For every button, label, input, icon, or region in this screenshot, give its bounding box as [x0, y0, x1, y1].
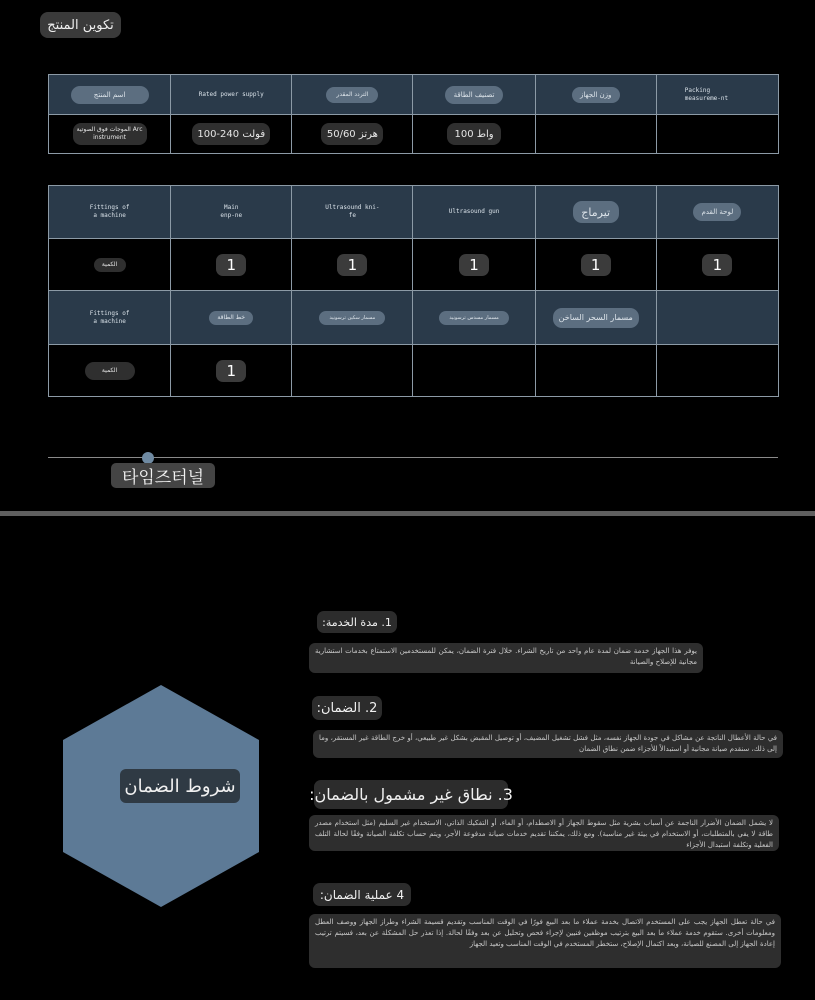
value-cell: 100-240 فولت [192, 123, 270, 145]
section-title-1: 1. مدة الخدمة: [317, 611, 397, 633]
section-title-2: 2. الضمان: [312, 696, 382, 720]
header-cell: Ultrasound kni-fe [325, 204, 380, 219]
section-text-3: لا يشمل الضمان الأضرار الناجمة عن أسباب بشرية مثل سقوط الجهاز أو الاصطدام، أو الماء، أو التفكيك الذاتي، الاستخدام غير السليم (مثل استخدام مصدر طاقة لا يفي بالمتطلبات، أو الاستخدام في بيئة غير مناسبة). ومع ذلك، يمكننا تقديم خدمات صيانة مدفوعة الأجر، ويتم حساب تكلفة الصيانة وفقًا لحالة التلف الفعلية وتكلفة استبدال الأجزاء [309, 815, 779, 851]
header-cell: مسمار السحر الساخن [553, 308, 639, 328]
value-cell: الكمية [85, 362, 135, 380]
horizontal-rule [48, 457, 778, 458]
value-cell: 1 [581, 254, 611, 276]
value-cell: الكمية [94, 258, 126, 272]
value-cell: 1 [702, 254, 732, 276]
section-divider [0, 511, 815, 516]
value-cell: الموجات فوق الصوتية Arc instrument [73, 123, 147, 145]
value-cell: 1 [216, 254, 246, 276]
header-cell: Ultrasound gun [448, 208, 500, 215]
header-cell: لوحة القدم [693, 203, 741, 221]
section-title-4: 4 عملية الضمان: [313, 883, 411, 906]
brand-label: 타임즈터널 [111, 463, 215, 488]
header-cell: خط الطاقة [209, 311, 253, 325]
section-text-1: يوفر هذا الجهاز خدمة ضمان لمدة عام واحد من تاريخ الشراء. خلال فترة الضمان، يمكن للمستخدمين الاستمتاع بخدمات استشارية مجانية للإصلاح والصيانة [309, 643, 703, 673]
section-text-4: في حالة تعطل الجهاز يجب على المستخدم الاتصال بخدمة عملاء ما بعد البيع فورًا في الوقت المناسب وتقديم قسيمة الشراء وطراز الجهاز ووصف العطل ومعلومات أخرى. ستقوم خدمة عملاء ما بعد البيع بترتيب موظفين فنيين لإجراء فحص وتحليل عن بعد وفقًا لحالة. إذا تعذر حل المشكلة عن بعد، فسيتم ترتيب إعادة الجهاز إلى المصنع للصيانة، وبعد اكتمال الإصلاح، ستخطر المستخدم في الوقت المناسب وتعيد الجهاز [309, 914, 781, 968]
header-cell: Main enp-ne [220, 204, 243, 219]
header-cell: تصنيف الطاقة [445, 86, 503, 104]
spec-table-1 [48, 74, 779, 154]
warranty-badge-label: شروط الضمان [120, 769, 240, 803]
spec-table-2 [48, 185, 779, 397]
value-cell: 50/60 هرتز [321, 123, 383, 145]
header-cell: التردد المقدر [326, 87, 378, 103]
section-title-3: 3. نطاق غير مشمول بالضمان: [314, 780, 508, 809]
header-cell: اسم المنتج [71, 86, 149, 104]
section-text-2: في حالة الأعطال الناتجة عن مشاكل في جودة الجهاز نفسه، مثل فشل تشغيل المضيف، أو توصيل المقبض بشكل غير طبيعي، أو خرج الطاقة غير المستقر، وما إلى ذلك، سنقدم صيانة مجانية أو استبدالاً للأجزاء ضمن نطاق الضمان [313, 730, 783, 758]
header-cell: وزن الجهاز [572, 87, 620, 103]
header-cell: تيرماج [573, 201, 619, 223]
header-cell: مسمار سكين ترسونيد [319, 311, 385, 325]
header-cell: Rated power supply [198, 90, 264, 98]
value-cell: 1 [216, 360, 246, 382]
header-cell: مسمار مسدس ترسونيد [439, 311, 509, 325]
header-cell: Fittings of a machine [89, 204, 130, 219]
header-cell: Fittings of a machine [89, 309, 130, 325]
header-cell: Packing measureme-nt [684, 86, 729, 102]
page-title: تكوين المنتج [40, 12, 121, 38]
value-cell: 1 [337, 254, 367, 276]
value-cell: 100 واط [447, 123, 501, 145]
value-cell: 1 [459, 254, 489, 276]
